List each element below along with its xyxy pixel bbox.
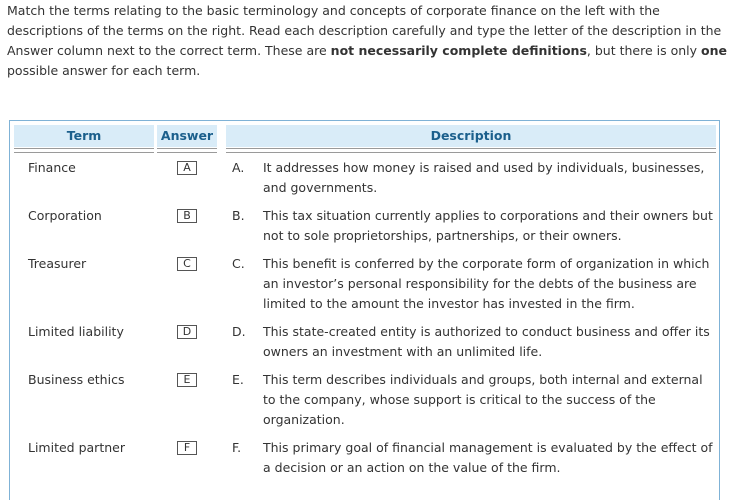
answer-input-corporation[interactable]: B: [177, 209, 197, 223]
description-c: This benefit is conferred by the corporate form of organization in which an investor’s personal responsibility for the debts of the business are limited to the amount the investor has invested in the firm.: [263, 256, 710, 311]
header-divider-description: [226, 148, 716, 153]
instructions-part-3: possible answer for each term.: [7, 63, 201, 78]
answer-input-finance[interactable]: A: [177, 161, 197, 175]
matching-table: [9, 120, 720, 500]
description-letter-e: E.: [232, 372, 244, 387]
instructions-bold-1: not necessarily complete definitions: [330, 43, 587, 58]
answer-input-limited-liability[interactable]: D: [177, 325, 197, 339]
description-letter-f: F.: [232, 440, 242, 455]
description-letter-c: C.: [232, 256, 245, 271]
instructions-part-2: , but there is only: [586, 43, 701, 58]
description-b: This tax situation currently applies to corporations and their owners but not to sole proprietorships, partnerships, or their owners.: [263, 208, 713, 243]
term-finance: Finance: [28, 160, 76, 175]
header-divider-answer: [157, 148, 217, 153]
header-description: Description: [226, 125, 716, 147]
term-limited-liability: Limited liability: [28, 324, 124, 339]
description-letter-b: B.: [232, 208, 245, 223]
term-treasurer: Treasurer: [28, 256, 87, 271]
description-a: It addresses how money is raised and used by individuals, businesses, and governments.: [263, 160, 705, 195]
answer-input-limited-partner[interactable]: F: [177, 441, 197, 455]
description-d: This state-created entity is authorized to conduct business and offer its owners an investment with an unlimited life.: [263, 324, 710, 359]
instructions-bold-2: one: [701, 43, 727, 58]
instructions-part-1: Match the terms relating to the basic terminology and concepts of corporate finance on the left with the descriptions of the terms on the right. Read each description carefully and type the letter of the description in the Answer column next to the correct term. These are: [7, 3, 722, 58]
header-answer: Answer: [157, 125, 217, 147]
instructions-text: [7, 1, 731, 81]
description-e: This term describes individuals and groups, both internal and external to the company, whose support is critical to the success of the organization.: [263, 372, 703, 427]
term-limited-partner: Limited partner: [28, 440, 125, 455]
header-divider-term: [14, 148, 154, 153]
description-letter-d: D.: [232, 324, 246, 339]
description-f: This primary goal of financial management is evaluated by the effect of a decision or an action on the value of the firm.: [263, 440, 713, 475]
description-letter-a: A.: [232, 160, 245, 175]
term-business-ethics: Business ethics: [28, 372, 125, 387]
answer-input-business-ethics[interactable]: E: [177, 373, 197, 387]
answer-input-treasurer[interactable]: C: [177, 257, 197, 271]
term-corporation: Corporation: [28, 208, 102, 223]
header-term: Term: [14, 125, 154, 147]
